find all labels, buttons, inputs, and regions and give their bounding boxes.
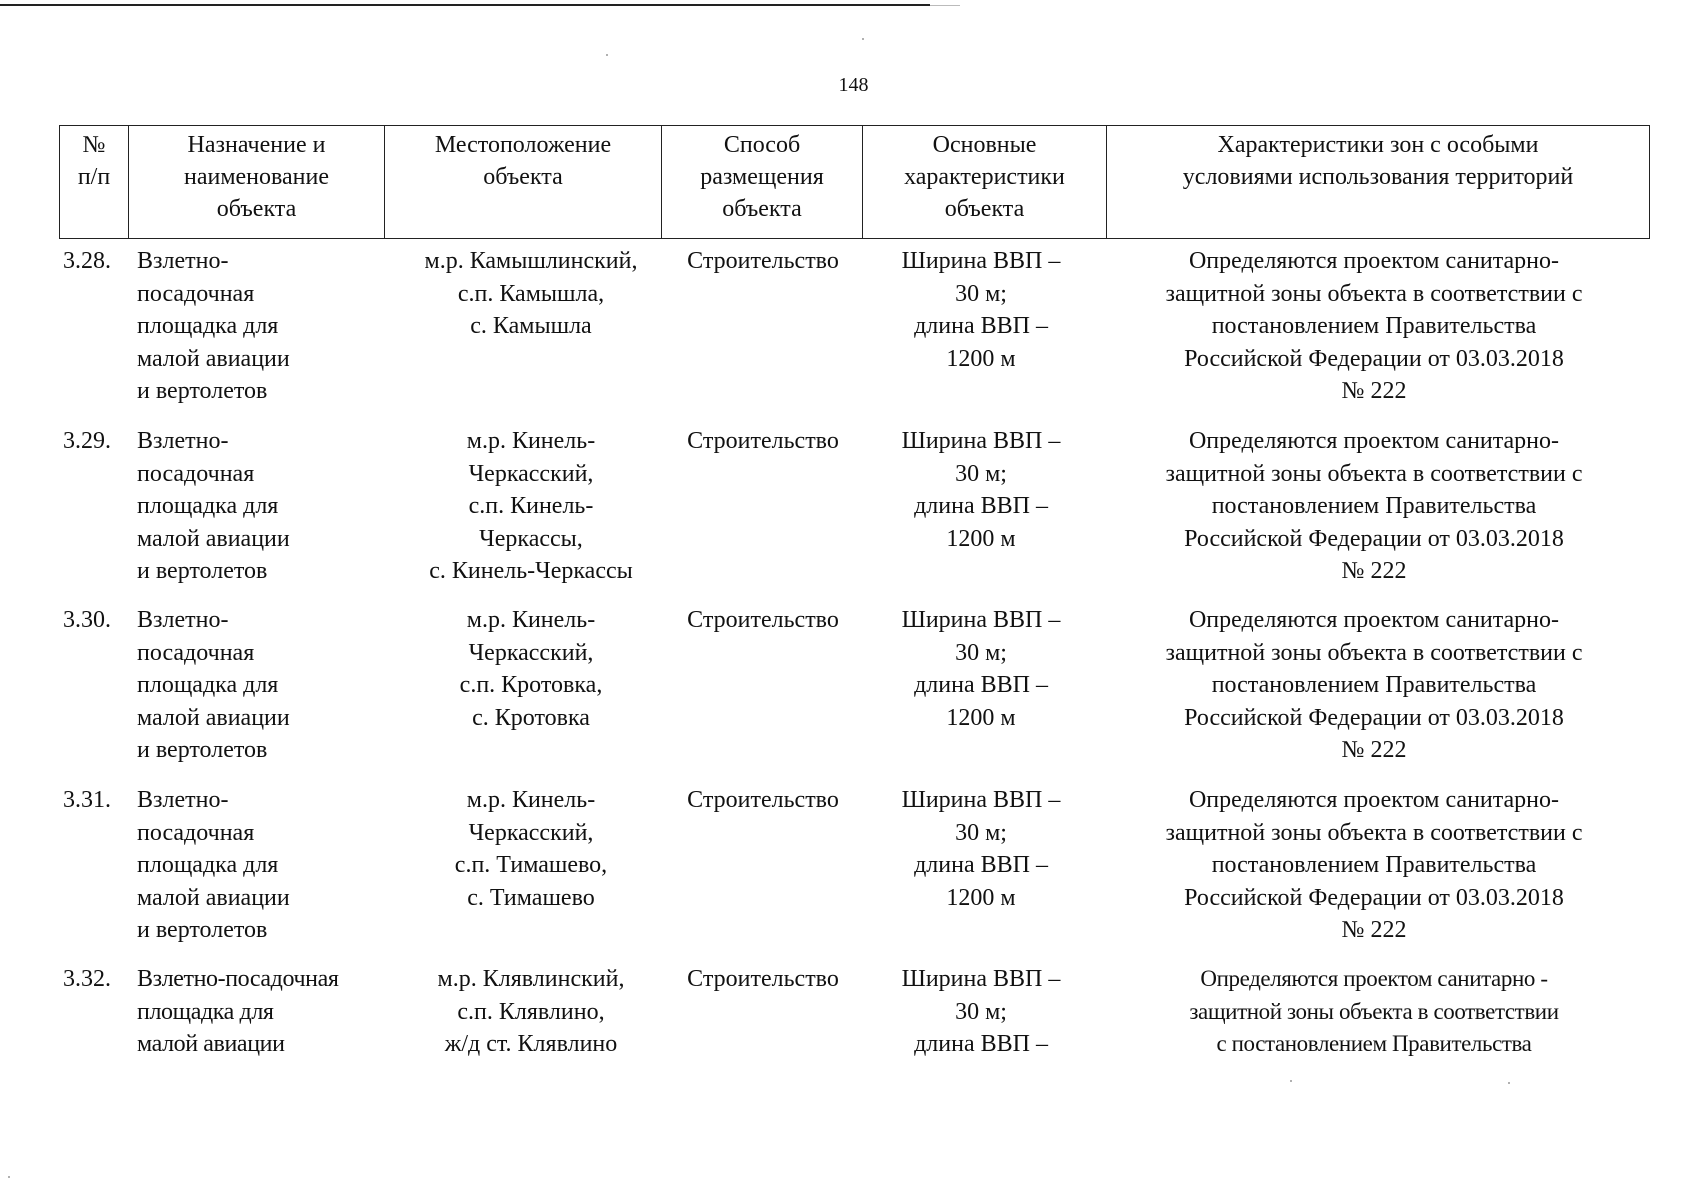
header-row xyxy=(60,126,1650,239)
object-characteristics: Ширина ВВП – 30 м; длина ВВП – 1200 м xyxy=(901,787,1061,911)
placement-method: Строительство xyxy=(687,428,839,454)
header-location-label: Местоположение объекта xyxy=(434,132,612,190)
row-number: 3.32. xyxy=(63,966,111,992)
object-name: Взлетно- посадочная площадка для малой авиации и вертолетов xyxy=(137,787,290,943)
object-location: м.р. Кинель- Черкасский, с.п. Тимашево, с. Тимашево xyxy=(454,787,608,911)
table-header xyxy=(59,125,1650,239)
object-location: м.р. Клявлинский, с.п. Клявлино, ж/д ст. Клявлино xyxy=(437,966,625,1057)
top-rule xyxy=(0,4,930,6)
object-characteristics: Ширина ВВП – 30 м; длина ВВП – 1200 м xyxy=(901,428,1061,552)
object-name: Взлетно- посадочная площадка для малой авиации и вертолетов xyxy=(137,607,290,763)
row-number: 3.30. xyxy=(63,607,111,633)
table-row xyxy=(59,245,1649,425)
header-num-label: № п/п xyxy=(77,132,111,190)
top-rule-faint xyxy=(930,5,960,6)
zone-characteristics: Определяются проектом санитарно- защитной зоны объекта в соответствии с постановлением Правительства Российской Федерации от 03.03.2018 № 222 xyxy=(1165,787,1583,943)
placement-method: Строительство xyxy=(687,787,839,813)
object-name: Взлетно- посадочная площадка для малой авиации и вертолетов xyxy=(137,248,290,404)
placement-method: Строительство xyxy=(687,248,839,274)
object-location: м.р. Камышлинский, с.п. Камышла, с. Камышла xyxy=(424,248,638,339)
header-location xyxy=(385,126,662,239)
row-number: 3.29. xyxy=(63,428,111,454)
header-name-label: Назначение и наименование объекта xyxy=(183,132,330,222)
header-characteristics-label: Основные характеристики объекта xyxy=(904,132,1065,222)
header-method-label: Способ размещения объекта xyxy=(700,132,824,222)
zone-characteristics: Определяются проектом санитарно- защитной зоны объекта в соответствии с постановлением Правительства Российской Федерации от 03.03.2018 № 222 xyxy=(1165,607,1583,763)
header-method xyxy=(662,126,863,239)
object-location: м.р. Кинель- Черкасский, с.п. Кинель- Черкассы, с. Кинель-Черкассы xyxy=(429,428,633,584)
table-row xyxy=(59,604,1649,784)
object-name: Взлетно- посадочная площадка для малой авиации и вертолетов xyxy=(137,428,290,584)
scan-speck xyxy=(606,54,608,56)
zone-characteristics: Определяются проектом санитарно- защитной зоны объекта в соответствии с постановлением Правительства Российской Федерации от 03.03.2018 № 222 xyxy=(1165,428,1583,584)
header-characteristics xyxy=(863,126,1107,239)
object-location: м.р. Кинель- Черкасский, с.п. Кротовка, с. Кротовка xyxy=(459,607,603,731)
zone-characteristics: Определяются проектом санитарно- защитной зоны объекта в соответствии с постановлением Правительства Российской Федерации от 03.03.2018 № 222 xyxy=(1165,248,1583,404)
header-name xyxy=(129,126,385,239)
object-characteristics: Ширина ВВП – 30 м; длина ВВП – 1200 м xyxy=(901,248,1061,372)
object-characteristics: Ширина ВВП – 30 м; длина ВВП – 1200 м xyxy=(901,607,1061,731)
table-row xyxy=(59,425,1649,605)
placement-method: Строительство xyxy=(687,966,839,992)
header-zone xyxy=(1107,126,1650,239)
header-num xyxy=(60,126,129,239)
table-row xyxy=(59,784,1649,964)
row-number: 3.28. xyxy=(63,248,111,274)
page-number: 148 xyxy=(838,74,869,96)
zone-characteristics: Определяются проектом санитарно - защитной зоны объекта в соответствии с постановлением Правительства xyxy=(1189,966,1559,1056)
table-row xyxy=(59,963,1649,1143)
scan-speck xyxy=(1508,1082,1510,1084)
scan-speck xyxy=(862,38,864,40)
scan-speck xyxy=(1290,1080,1292,1082)
placement-method: Строительство xyxy=(687,607,839,633)
row-number: 3.31. xyxy=(63,787,111,813)
object-name: Взлетно-посадочная площадка для малой авиации xyxy=(137,966,339,1057)
scan-speck xyxy=(8,1176,10,1178)
header-zone-label: Характеристики зон с особыми условиями использования территорий xyxy=(1182,132,1574,190)
object-characteristics: Ширина ВВП – 30 м; длина ВВП – xyxy=(901,966,1061,1057)
